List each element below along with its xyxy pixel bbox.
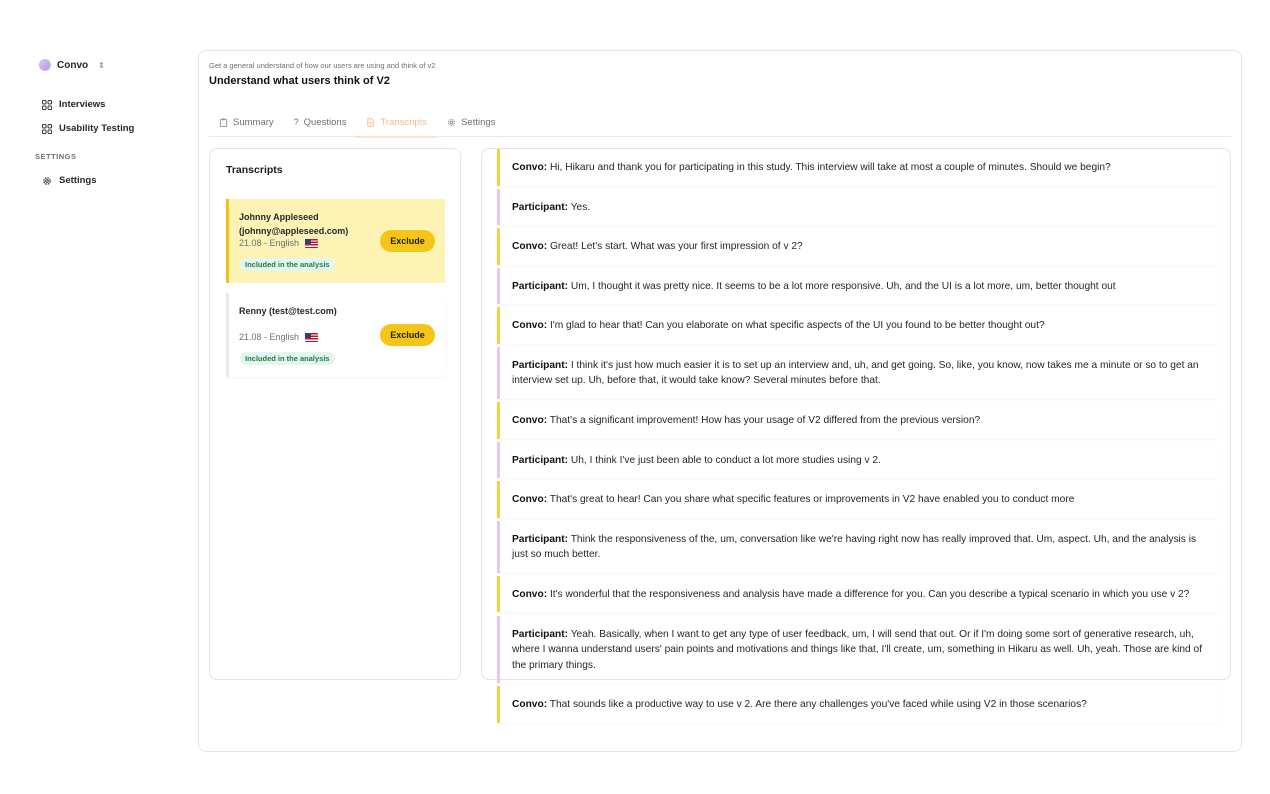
transcripts-list-card	[209, 148, 461, 680]
workspace-switcher[interactable]	[39, 59, 105, 71]
sidebar-item-usability-testing[interactable]	[42, 123, 134, 134]
status-badge: Included in the analysis	[240, 258, 335, 271]
message-text: Yeah. Basically, when I want to get any type of user feedback, um, I will send that out. Or if I'm doing some sort of generative research, uh, where I wanna understand users' pain points and motivations and things like that, I'll create, um, something in Hikaru as well. Uh, yeah. Those are kind of the primary things.	[512, 628, 1203, 671]
tab-questions[interactable]	[284, 107, 357, 137]
status-badge: Included in the analysis	[240, 352, 335, 365]
sidebar-item-settings[interactable]	[42, 175, 96, 186]
message-text: Great! Let's start. What was your first impression of v 2?	[549, 241, 803, 253]
message-speaker: Convo:	[512, 494, 548, 506]
transcript-meta	[239, 238, 318, 248]
message-text: That's a significant improvement! How has your usage of V2 differed from the previous version?	[549, 415, 981, 427]
workspace-logo-icon	[39, 59, 51, 71]
message-speaker: Participant:	[512, 454, 569, 466]
exclude-button[interactable]: Exclude	[380, 230, 435, 252]
message-item	[497, 402, 1218, 439]
message-speaker: Convo:	[512, 588, 548, 600]
message-speaker: Participant:	[512, 359, 569, 371]
tab-bar	[209, 107, 1231, 137]
exclude-button[interactable]: Exclude	[380, 324, 435, 346]
tab-label: Settings	[461, 116, 496, 128]
tab-label: Summary	[233, 116, 274, 128]
transcript-participant-name: Renny (test@test.com)	[239, 306, 337, 316]
message-item	[497, 521, 1218, 573]
message-list	[497, 149, 1218, 726]
message-speaker: Convo:	[512, 699, 548, 711]
message-item	[497, 268, 1218, 305]
transcripts-title: Transcripts	[226, 164, 283, 176]
message-speaker: Convo:	[512, 162, 548, 173]
message-speaker: Participant:	[512, 201, 569, 213]
message-speaker: Convo:	[512, 415, 548, 427]
message-text: That sounds like a productive way to use v 2. Are there any challenges you've faced while using V2 in those scenarios?	[549, 699, 1087, 711]
sidebar-section-label: SETTINGS	[35, 152, 77, 161]
message-item	[497, 576, 1218, 613]
message-text: I'm glad to hear that! Can you elaborate on what specific aspects of the UI you found to be better thought out?	[549, 320, 1045, 332]
sidebar-item-label: Usability Testing	[59, 123, 135, 134]
transcript-meta	[239, 332, 318, 342]
page-subtitle: Get a general understand of how our users are using and think of v2	[209, 61, 436, 70]
message-text: Think the responsiveness of the, um, conversation like we're having right now has really improved that. Um, aspect. Uh, and the analysis is just so much better.	[512, 533, 1197, 561]
sidebar	[0, 0, 198, 794]
message-item	[497, 307, 1218, 344]
message-speaker: Participant:	[512, 628, 569, 640]
question-icon: ?	[293, 117, 299, 127]
workspace-name: Convo	[57, 59, 89, 71]
transcript-item[interactable]	[226, 199, 445, 283]
chevron-updown-icon: ⇕	[98, 60, 105, 70]
tab-summary[interactable]	[209, 107, 284, 137]
message-item	[497, 442, 1218, 479]
message-item	[497, 686, 1218, 723]
message-item	[497, 228, 1218, 265]
message-text: Uh, I think I've just been able to conduct a lot more studies using v 2.	[570, 454, 881, 466]
page-title: Understand what users think of V2	[209, 75, 390, 87]
message-item	[497, 616, 1218, 684]
gear-icon	[447, 118, 456, 127]
transcript-date-language: 21.08 - English	[239, 238, 300, 248]
us-flag-icon	[305, 239, 318, 248]
message-item	[497, 189, 1218, 226]
message-text: I think it's just how much easier it is to set up an interview and, uh, and get going. So, like, you know, now takes me a minute or so to get an interview set up. Uh, before that, it would take know? Several minutes before that.	[512, 359, 1199, 387]
tab-label: Transcripts	[380, 116, 428, 128]
sidebar-item-label: Interviews	[59, 99, 106, 110]
gear-icon	[42, 176, 52, 186]
grid-icon	[42, 124, 52, 134]
message-text: That's great to hear! Can you share what specific features or improvements in V2 have enabled you to conduct more	[549, 494, 1075, 506]
tab-transcripts[interactable]	[356, 107, 437, 137]
message-text: Yes.	[570, 201, 591, 213]
message-text: Hi, Hikaru and thank you for participating in this study. This interview will take at most a couple of minutes. Should we begin?	[549, 162, 1111, 173]
clipboard-icon	[219, 118, 228, 127]
message-item	[497, 481, 1218, 518]
sidebar-item-interviews[interactable]	[42, 99, 105, 110]
message-speaker: Convo:	[512, 241, 548, 253]
tab-label: Questions	[303, 116, 347, 128]
message-text: It's wonderful that the responsiveness and analysis have made a difference for you. Can you describe a typical scenario in which you use v 2?	[549, 588, 1190, 600]
sidebar-item-label: Settings	[59, 175, 97, 186]
message-speaker: Convo:	[512, 320, 548, 332]
message-item	[497, 347, 1218, 399]
message-speaker: Participant:	[512, 280, 569, 292]
document-icon	[366, 118, 375, 127]
us-flag-icon	[305, 333, 318, 342]
grid-icon	[42, 100, 52, 110]
transcript-participant-name: Johnny Appleseed (johnny@appleseed.com)	[239, 212, 349, 236]
main-panel	[198, 50, 1242, 752]
message-text: Um, I thought it was pretty nice. It seems to be a lot more responsive. Uh, and the UI is a lot more, um, better thought out	[570, 280, 1116, 292]
tab-settings[interactable]	[437, 107, 505, 137]
message-speaker: Participant:	[512, 533, 569, 545]
transcript-item[interactable]	[226, 293, 445, 377]
transcript-date-language: 21.08 - English	[239, 332, 300, 342]
transcript-conversation[interactable]	[481, 148, 1231, 711]
message-item	[497, 149, 1218, 186]
